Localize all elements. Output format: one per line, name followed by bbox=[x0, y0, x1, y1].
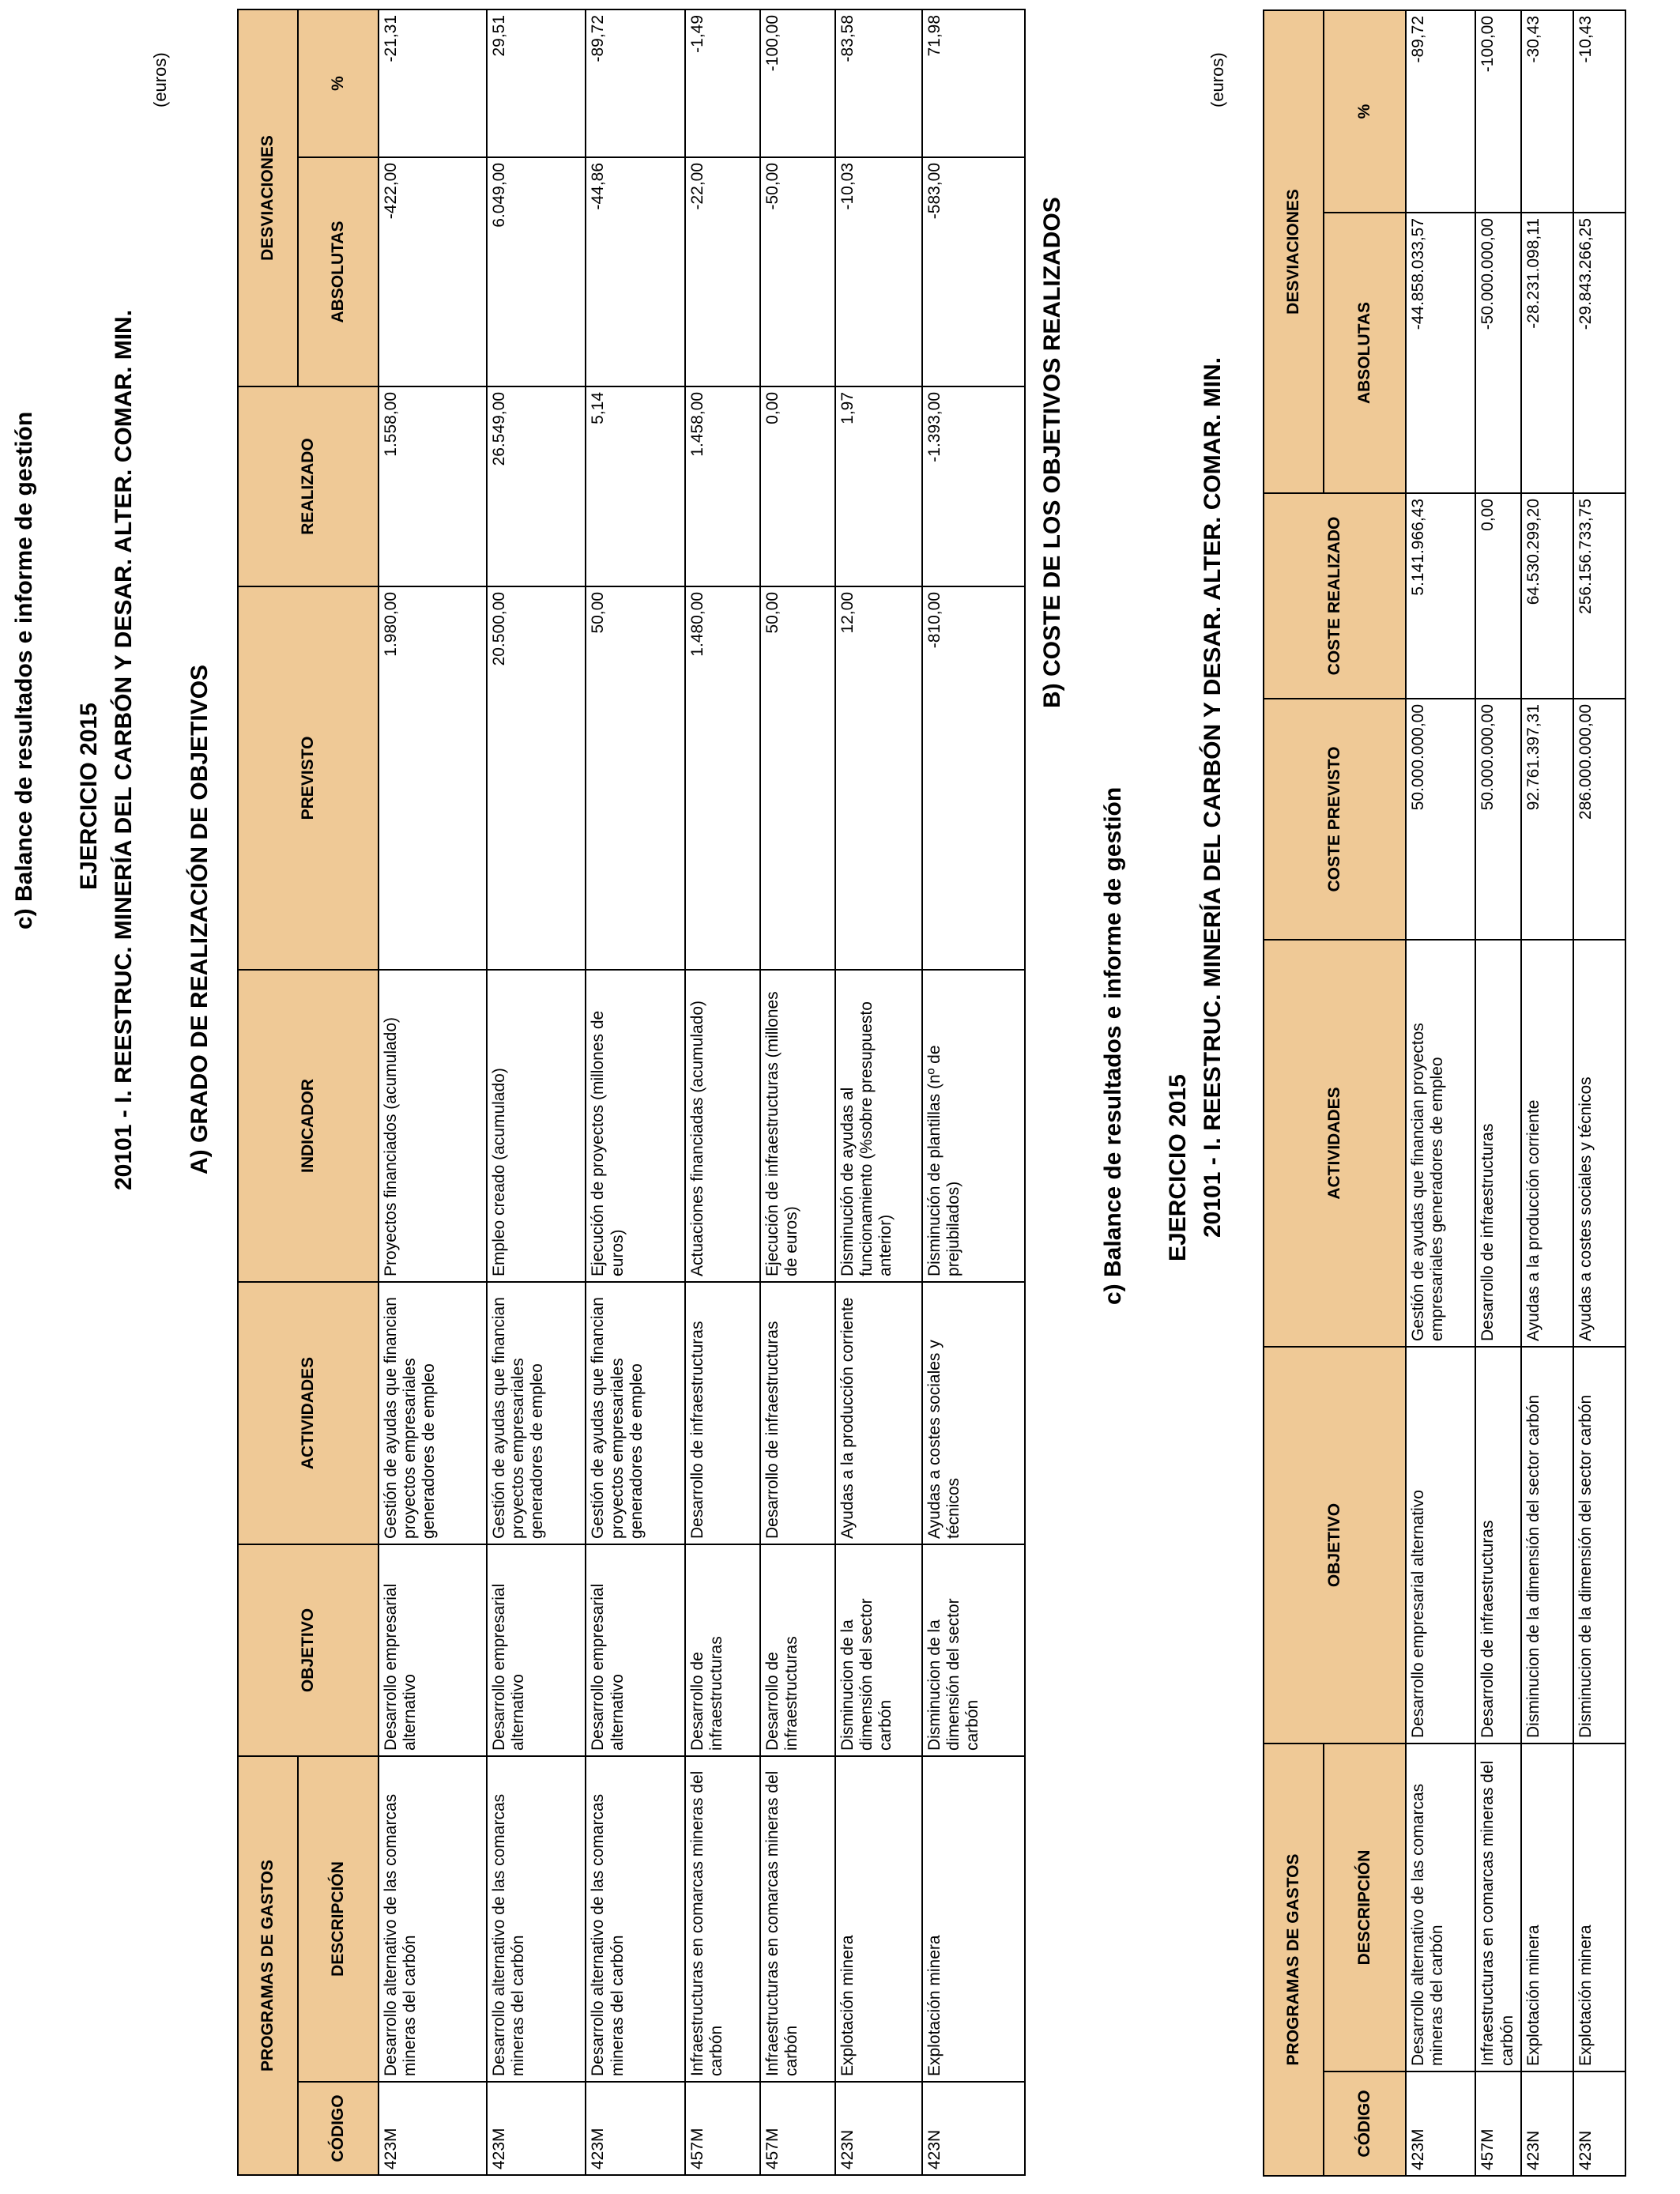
descripcion-cell: Explotación minera bbox=[1521, 1744, 1573, 2071]
absolutas-cell: -44,86 bbox=[586, 157, 685, 386]
header-indicador: INDICADOR bbox=[238, 970, 379, 1282]
indicador-cell: Disminución de ayudas al funcionamiento (%sobre presupuesto anterior) bbox=[835, 970, 922, 1282]
realizado-cell: 0,00 bbox=[760, 386, 835, 586]
currency-label-a: (euros) bbox=[150, 52, 170, 107]
header-actividades-b: ACTIVIDADES bbox=[1264, 940, 1406, 1347]
section-title-a: c) Balance de resultados e informe de gestión bbox=[11, 411, 37, 929]
section-title-b: c) Balance de resultados e informe de gestión bbox=[1100, 786, 1126, 1305]
codigo-cell: 423N bbox=[1573, 2071, 1625, 2176]
absolutas-cell: -422,00 bbox=[379, 157, 487, 386]
actividades-cell: Ayudas a la producción corriente bbox=[1521, 940, 1573, 1347]
table-row bbox=[1521, 10, 1573, 2176]
program-title-a: 20101 - I. REESTRUC. MINERÍA DEL CARBÓN Y DESAR. ALTER. COMAR. MIN. bbox=[111, 309, 137, 1190]
descripcion-cell: Explotación minera bbox=[922, 1756, 1025, 2082]
descripcion-cell: Desarrollo alternativo de las comarcas mineras del carbón bbox=[487, 1756, 586, 2082]
indicador-cell: Actuaciones financiadas (acumulado) bbox=[685, 970, 760, 1282]
actividades-cell: Desarrollo de infraestructuras bbox=[1475, 940, 1521, 1347]
codigo-cell: 423M bbox=[1406, 2071, 1475, 2176]
actividades-cell: Ayudas a costes sociales y técnicos bbox=[1573, 940, 1625, 1347]
codigo-cell: 423M bbox=[487, 2082, 586, 2175]
descripcion-cell: Explotación minera bbox=[835, 1756, 922, 2082]
objetivo-cell: Desarrollo empresarial alternativo bbox=[379, 1544, 487, 1756]
actividades-cell: Gestión de ayudas que financian proyectos empresariales generadores de empleo bbox=[487, 1282, 586, 1544]
realizado-cell: 1.458,00 bbox=[685, 386, 760, 586]
indicador-cell: Ejecución de proyectos (millones de euros) bbox=[586, 970, 685, 1282]
coste-realizado-cell: 5.141.966,43 bbox=[1406, 493, 1475, 699]
program-title-b: 20101 - I. REESTRUC. MINERÍA DEL CARBÓN Y DESAR. ALTER. COMAR. MIN. bbox=[1200, 356, 1226, 1238]
absolutas-cell: -44.858.033,57 bbox=[1406, 213, 1475, 493]
previsto-cell: -810,00 bbox=[922, 586, 1025, 970]
pct-cell: -21,31 bbox=[379, 9, 487, 157]
objetivo-cell: Disminucion de la dimensión del sector carbón bbox=[1573, 1347, 1625, 1744]
pct-cell: -83,58 bbox=[835, 9, 922, 157]
pct-cell: -100,00 bbox=[760, 9, 835, 157]
objetivo-cell: Disminucion de la dimensión del sector carbón bbox=[922, 1544, 1025, 1756]
header-pct: % bbox=[298, 9, 379, 157]
actividades-cell: Ayudas a la producción corriente bbox=[835, 1282, 922, 1544]
codigo-cell: 423N bbox=[1521, 2071, 1573, 2176]
realizado-cell: 1,97 bbox=[835, 386, 922, 586]
actividades-cell: Gestión de ayudas que financian proyectos empresariales generadores de empleo bbox=[586, 1282, 685, 1544]
table-row bbox=[685, 9, 760, 2175]
header-programas-b: PROGRAMAS DE GASTOS bbox=[1264, 1744, 1324, 2176]
actividades-cell: Gestión de ayudas que financian proyectos empresariales generadores de empleo bbox=[379, 1282, 487, 1544]
objectives-table bbox=[237, 9, 1026, 2176]
realizado-cell: -1.393,00 bbox=[922, 386, 1025, 586]
objetivo-cell: Desarrollo empresarial alternativo bbox=[487, 1544, 586, 1756]
header-desviaciones: DESVIACIONES bbox=[238, 9, 298, 386]
codigo-cell: 423M bbox=[586, 2082, 685, 2175]
table-row bbox=[487, 9, 586, 2175]
indicador-cell: Proyectos financiados (acumulado) bbox=[379, 970, 487, 1282]
header-desviaciones-b: DESVIACIONES bbox=[1264, 10, 1324, 493]
header-codigo: CÓDIGO bbox=[298, 2082, 379, 2175]
absolutas-cell: -22,00 bbox=[685, 157, 760, 386]
absolutas-cell: -583,00 bbox=[922, 157, 1025, 386]
coste-previsto-cell: 50.000.000,00 bbox=[1406, 699, 1475, 940]
header-descripcion: DESCRIPCIÓN bbox=[298, 1756, 379, 2082]
codigo-cell: 457M bbox=[1475, 2071, 1521, 2176]
table-row bbox=[1475, 10, 1521, 2176]
header-absolutas: ABSOLUTAS bbox=[298, 157, 379, 386]
header-pct-b: % bbox=[1324, 10, 1406, 213]
coste-realizado-cell: 256.156.733,75 bbox=[1573, 493, 1625, 699]
header-actividades: ACTIVIDADES bbox=[238, 1282, 379, 1544]
objetivo-cell: Desarrollo de infraestructuras bbox=[1475, 1347, 1521, 1744]
year-title-a: EJERCICIO 2015 bbox=[76, 703, 102, 890]
pct-cell: -89,72 bbox=[1406, 10, 1475, 213]
descripcion-cell: Infraestructuras en comarcas mineras del carbón bbox=[685, 1756, 760, 2082]
table-row bbox=[835, 9, 922, 2175]
pct-cell: -89,72 bbox=[586, 9, 685, 157]
descripcion-cell: Desarrollo alternativo de las comarcas mineras del carbón bbox=[1406, 1744, 1475, 2071]
actividades-cell: Desarrollo de infraestructuras bbox=[685, 1282, 760, 1544]
part-a-title: A) GRADO DE REALIZACIÓN DE OBJETIVOS bbox=[186, 664, 213, 1174]
costs-table bbox=[1263, 9, 1626, 2177]
pct-cell: -100,00 bbox=[1475, 10, 1521, 213]
descripcion-cell: Infraestructuras en comarcas mineras del carbón bbox=[1475, 1744, 1521, 2071]
actividades-cell: Ayudas a costes sociales y técnicos bbox=[922, 1282, 1025, 1544]
objetivo-cell: Desarrollo de infraestructuras bbox=[760, 1544, 835, 1756]
pct-cell: -1,49 bbox=[685, 9, 760, 157]
objetivo-cell: Disminucion de la dimensión del sector carbón bbox=[835, 1544, 922, 1756]
header-coste-realizado: COSTE REALIZADO bbox=[1264, 493, 1406, 699]
descripcion-cell: Infraestructuras en comarcas mineras del carbón bbox=[760, 1756, 835, 2082]
coste-previsto-cell: 50.000.000,00 bbox=[1475, 699, 1521, 940]
absolutas-cell: -50,00 bbox=[760, 157, 835, 386]
coste-realizado-cell: 64.530.299,20 bbox=[1521, 493, 1573, 699]
descripcion-cell: Desarrollo alternativo de las comarcas mineras del carbón bbox=[379, 1756, 487, 2082]
part-b-title: B) COSTE DE LOS OBJETIVOS REALIZADOS bbox=[1039, 197, 1065, 708]
codigo-cell: 423N bbox=[835, 2082, 922, 2175]
previsto-cell: 1.980,00 bbox=[379, 586, 487, 970]
table-row bbox=[922, 9, 1025, 2175]
header-objetivo: OBJETIVO bbox=[238, 1544, 379, 1756]
table-row bbox=[1406, 10, 1475, 2176]
actividades-cell: Desarrollo de infraestructuras bbox=[760, 1282, 835, 1544]
pct-cell: 29,51 bbox=[487, 9, 586, 157]
pct-cell: -10,43 bbox=[1573, 10, 1625, 213]
codigo-cell: 457M bbox=[685, 2082, 760, 2175]
codigo-cell: 423N bbox=[922, 2082, 1025, 2175]
coste-previsto-cell: 92.761.397,31 bbox=[1521, 699, 1573, 940]
indicador-cell: Empleo creado (acumulado) bbox=[487, 970, 586, 1282]
objetivo-cell: Desarrollo empresarial alternativo bbox=[1406, 1347, 1475, 1744]
absolutas-cell: 6.049,00 bbox=[487, 157, 586, 386]
indicador-cell: Disminución de plantillas (nº de prejubilados) bbox=[922, 970, 1025, 1282]
table-row bbox=[379, 9, 487, 2175]
absolutas-cell: -29.843.266,25 bbox=[1573, 213, 1625, 493]
absolutas-cell: -10,03 bbox=[835, 157, 922, 386]
previsto-cell: 12,00 bbox=[835, 586, 922, 970]
descripcion-cell: Desarrollo alternativo de las comarcas mineras del carbón bbox=[586, 1756, 685, 2082]
objetivo-cell: Disminucion de la dimensión del sector carbón bbox=[1521, 1347, 1573, 1744]
actividades-cell: Gestión de ayudas que financian proyectos empresariales generadores de empleo bbox=[1406, 940, 1475, 1347]
table-row bbox=[1573, 10, 1625, 2176]
previsto-cell: 1.480,00 bbox=[685, 586, 760, 970]
realizado-cell: 1.558,00 bbox=[379, 386, 487, 586]
coste-realizado-cell: 0,00 bbox=[1475, 493, 1521, 699]
previsto-cell: 50,00 bbox=[760, 586, 835, 970]
indicador-cell: Ejecución de infraestructuras (millones de euros) bbox=[760, 970, 835, 1282]
realizado-cell: 5,14 bbox=[586, 386, 685, 586]
coste-previsto-cell: 286.000.000,00 bbox=[1573, 699, 1625, 940]
header-codigo-b: CÓDIGO bbox=[1324, 2071, 1406, 2176]
header-objetivo-b: OBJETIVO bbox=[1264, 1347, 1406, 1744]
objetivo-cell: Desarrollo de infraestructuras bbox=[685, 1544, 760, 1756]
table-row bbox=[586, 9, 685, 2175]
header-previsto: PREVISTO bbox=[238, 586, 379, 970]
realizado-cell: 26.549,00 bbox=[487, 386, 586, 586]
currency-label-b: (euros) bbox=[1207, 52, 1227, 107]
header-absolutas-b: ABSOLUTAS bbox=[1324, 213, 1406, 493]
table-row bbox=[760, 9, 835, 2175]
pct-cell: -30,43 bbox=[1521, 10, 1573, 213]
year-title-b: EJERCICIO 2015 bbox=[1165, 1074, 1191, 1261]
header-realizado: REALIZADO bbox=[238, 386, 379, 586]
descripcion-cell: Explotación minera bbox=[1573, 1744, 1625, 2071]
codigo-cell: 423M bbox=[379, 2082, 487, 2175]
header-descripcion-b: DESCRIPCIÓN bbox=[1324, 1744, 1406, 2071]
absolutas-cell: -50.000.000,00 bbox=[1475, 213, 1521, 493]
previsto-cell: 50,00 bbox=[586, 586, 685, 970]
header-coste-previsto: COSTE PREVISTO bbox=[1264, 699, 1406, 940]
absolutas-cell: -28.231.098,11 bbox=[1521, 213, 1573, 493]
objetivo-cell: Desarrollo empresarial alternativo bbox=[586, 1544, 685, 1756]
previsto-cell: 20.500,00 bbox=[487, 586, 586, 970]
pct-cell: 71,98 bbox=[922, 9, 1025, 157]
header-programas: PROGRAMAS DE GASTOS bbox=[238, 1756, 298, 2175]
codigo-cell: 457M bbox=[760, 2082, 835, 2175]
